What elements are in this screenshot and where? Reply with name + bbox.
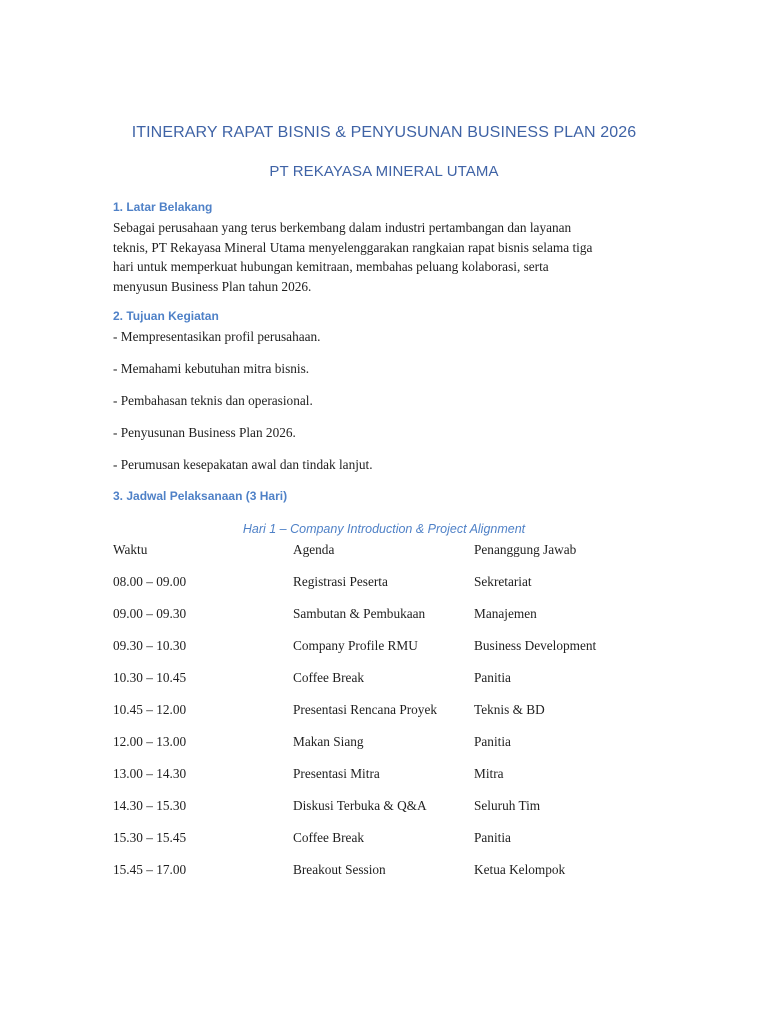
time-cell: 13.00 – 14.30: [113, 766, 187, 781]
objective-item: - Mempresentasikan profil perusahaan.: [113, 329, 321, 344]
agenda-cell: Breakout Session: [293, 862, 386, 877]
pic-cell: Seluruh Tim: [474, 798, 541, 813]
agenda-cell: Diskusi Terbuka & Q&A: [293, 798, 427, 813]
time-cell: 15.45 – 17.00: [113, 862, 187, 877]
agenda-cell: Makan Siang: [293, 734, 364, 749]
pic-cell: Business Development: [474, 638, 597, 653]
agenda-cell: Company Profile RMU: [293, 638, 418, 653]
table-row: [113, 606, 673, 626]
time-cell: 10.30 – 10.45: [113, 670, 187, 685]
paragraph-line: menyusun Business Plan tahun 2026.: [113, 278, 312, 294]
pic-cell: Panitia: [474, 830, 511, 845]
time-cell: 12.00 – 13.00: [113, 734, 187, 749]
objective-item: - Perumusan kesepakatan awal dan tindak lanjut.: [113, 457, 373, 472]
time-cell: 10.45 – 12.00: [113, 702, 187, 717]
objective-item: - Pembahasan teknis dan operasional.: [113, 393, 313, 408]
agenda-cell: Presentasi Rencana Proyek: [293, 702, 438, 717]
table-row: [113, 734, 673, 754]
pic-cell: Ketua Kelompok: [474, 862, 566, 877]
pic-cell: Sekretariat: [474, 574, 532, 589]
table-row: [113, 798, 673, 818]
agenda-cell: Sambutan & Pembukaan: [293, 606, 426, 621]
schedule-header-row: [113, 542, 673, 562]
company-name: PT REKAYASA MINERAL UTAMA: [269, 163, 499, 180]
time-cell: 09.30 – 10.30: [113, 638, 187, 653]
time-cell: 08.00 – 09.00: [113, 574, 187, 589]
table-row: [113, 574, 673, 594]
paragraph-line: hari untuk memperkuat hubungan kemitraan, membahas peluang kolaborasi, serta: [113, 259, 549, 274]
time-cell: 14.30 – 15.30: [113, 798, 187, 813]
pic-cell: Panitia: [474, 734, 511, 749]
pic-cell: Teknis & BD: [474, 702, 545, 717]
column-header-agenda: Agenda: [293, 542, 335, 557]
pic-cell: Mitra: [474, 766, 504, 781]
objective-item: - Memahami kebutuhan mitra bisnis.: [113, 361, 310, 376]
column-header-penanggung-jawab: Penanggung Jawab: [474, 542, 577, 557]
agenda-cell: Registrasi Peserta: [293, 574, 388, 589]
section-heading-jadwal: 3. Jadwal Pelaksanaan (3 Hari): [113, 489, 288, 503]
latar-belakang-paragraph: [113, 218, 653, 296]
time-cell: 15.30 – 15.45: [113, 830, 187, 845]
document-title: ITINERARY RAPAT BISNIS & PENYUSUNAN BUSINESS PLAN 2026: [131, 124, 637, 141]
pic-cell: Manajemen: [474, 606, 537, 621]
agenda-cell: Coffee Break: [293, 830, 365, 845]
objective-item: - Penyusunan Business Plan 2026.: [113, 425, 296, 440]
column-header-waktu: Waktu: [113, 542, 148, 557]
table-row: [113, 830, 673, 850]
paragraph-line: teknis, PT Rekayasa Mineral Utama menyelenggarakan rangkaian rapat bisnis selama tiga: [113, 239, 593, 255]
table-row: [113, 670, 673, 690]
paragraph-line: Sebagai perusahaan yang terus berkembang dalam industri pertambangan dan layanan: [113, 220, 572, 235]
time-cell: 09.00 – 09.30: [113, 606, 187, 621]
table-row: [113, 766, 673, 786]
agenda-cell: Coffee Break: [293, 670, 365, 685]
table-row: [113, 702, 673, 722]
section-heading-tujuan-kegiatan: 2. Tujuan Kegiatan: [113, 309, 219, 323]
day1-title: Hari 1 – Company Introduction & Project Alignment: [242, 522, 526, 536]
section-heading-latar-belakang: 1. Latar Belakang: [113, 200, 213, 214]
table-row: [113, 862, 673, 882]
table-row: [113, 638, 673, 658]
pic-cell: Panitia: [474, 670, 511, 685]
agenda-cell: Presentasi Mitra: [293, 766, 380, 781]
